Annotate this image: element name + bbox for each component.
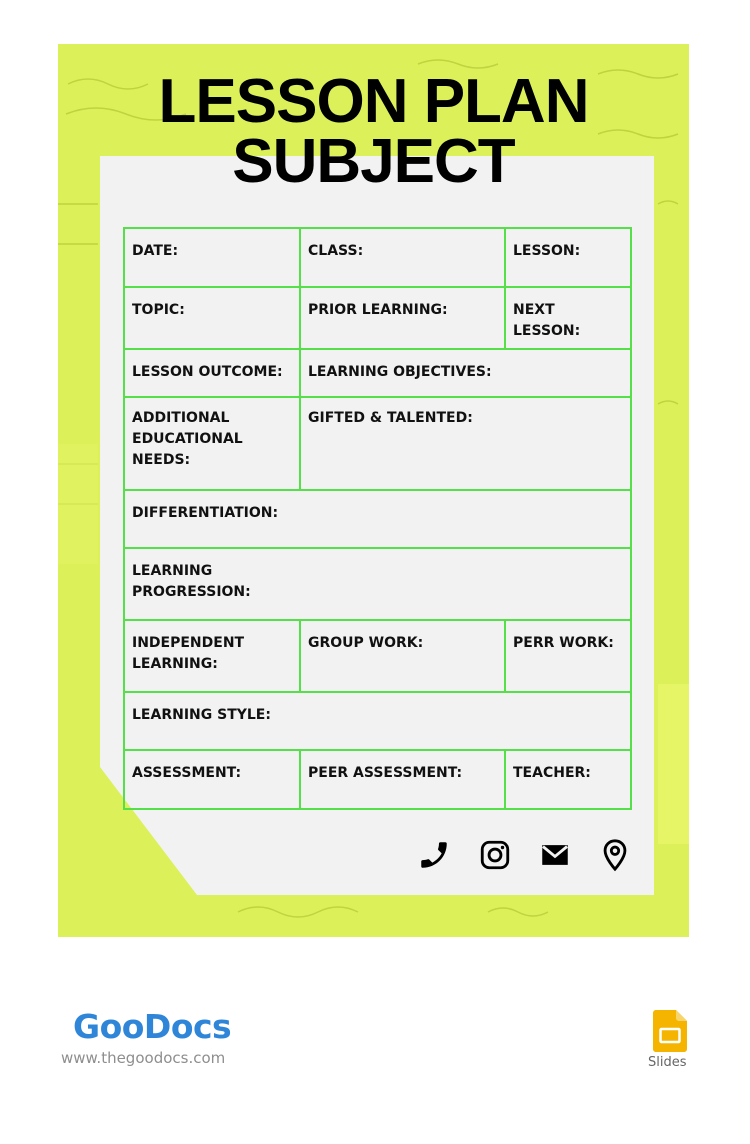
peer-assessment-cell[interactable]: PEER ASSESSMENT:	[300, 750, 505, 809]
table-row	[124, 397, 631, 490]
learning-style-cell[interactable]: LEARNING STYLE:	[124, 692, 631, 750]
teacher-cell[interactable]: TEACHER:	[505, 750, 631, 809]
goodocs-logo[interactable]: GooDocs	[73, 1007, 232, 1046]
table-row	[124, 620, 631, 692]
class-cell[interactable]: CLASS:	[300, 228, 505, 287]
google-slides-icon[interactable]	[653, 1010, 687, 1052]
independent-learning-cell[interactable]	[124, 620, 300, 692]
next-lesson-cell[interactable]: NEXT LESSON:	[505, 287, 631, 349]
table-row	[124, 692, 631, 750]
title-line-1: LESSON PLAN	[158, 67, 589, 136]
lesson-cell[interactable]: LESSON:	[505, 228, 631, 287]
assessment-cell[interactable]: ASSESSMENT:	[124, 750, 300, 809]
lesson-plan-table	[123, 227, 632, 810]
gifted-talented-cell[interactable]: GIFTED & TALENTED:	[300, 397, 631, 490]
learning-objectives-cell[interactable]: LEARNING OBJECTIVES:	[300, 349, 631, 397]
phone-icon[interactable]	[417, 838, 451, 872]
table-row	[124, 287, 631, 349]
table-row	[124, 490, 631, 548]
group-work-cell[interactable]: GROUP WORK:	[300, 620, 505, 692]
table-row	[124, 228, 631, 287]
page-title	[58, 67, 689, 196]
topic-cell[interactable]: TOPIC:	[124, 287, 300, 349]
table-row	[124, 548, 631, 620]
independent-learning-label: INDEPENDENT LEARNING:	[132, 635, 245, 672]
instagram-icon[interactable]	[478, 838, 512, 872]
learning-progression-cell[interactable]	[124, 548, 631, 620]
learning-progression-label: LEARNING PROGRESSION:	[132, 563, 251, 600]
slides-label: Slides	[648, 1055, 687, 1070]
prior-learning-cell[interactable]: PRIOR LEARNING:	[300, 287, 505, 349]
date-cell[interactable]: DATE:	[124, 228, 300, 287]
perr-work-cell[interactable]: PERR WORK:	[505, 620, 631, 692]
additional-needs-cell[interactable]: ADDITIONAL EDUCATIONAL NEEDS:	[124, 397, 300, 490]
mail-icon[interactable]	[538, 838, 572, 872]
website-url[interactable]: www.thegoodocs.com	[61, 1049, 226, 1067]
location-pin-icon[interactable]	[598, 838, 632, 872]
lesson-outcome-cell[interactable]: LESSON OUTCOME:	[124, 349, 300, 397]
differentiation-cell[interactable]: DIFFERENTIATION:	[124, 490, 631, 548]
table-row	[124, 349, 631, 397]
table-row	[124, 750, 631, 809]
title-line-2: SUBJECT	[232, 127, 515, 196]
contact-icons	[417, 838, 633, 874]
